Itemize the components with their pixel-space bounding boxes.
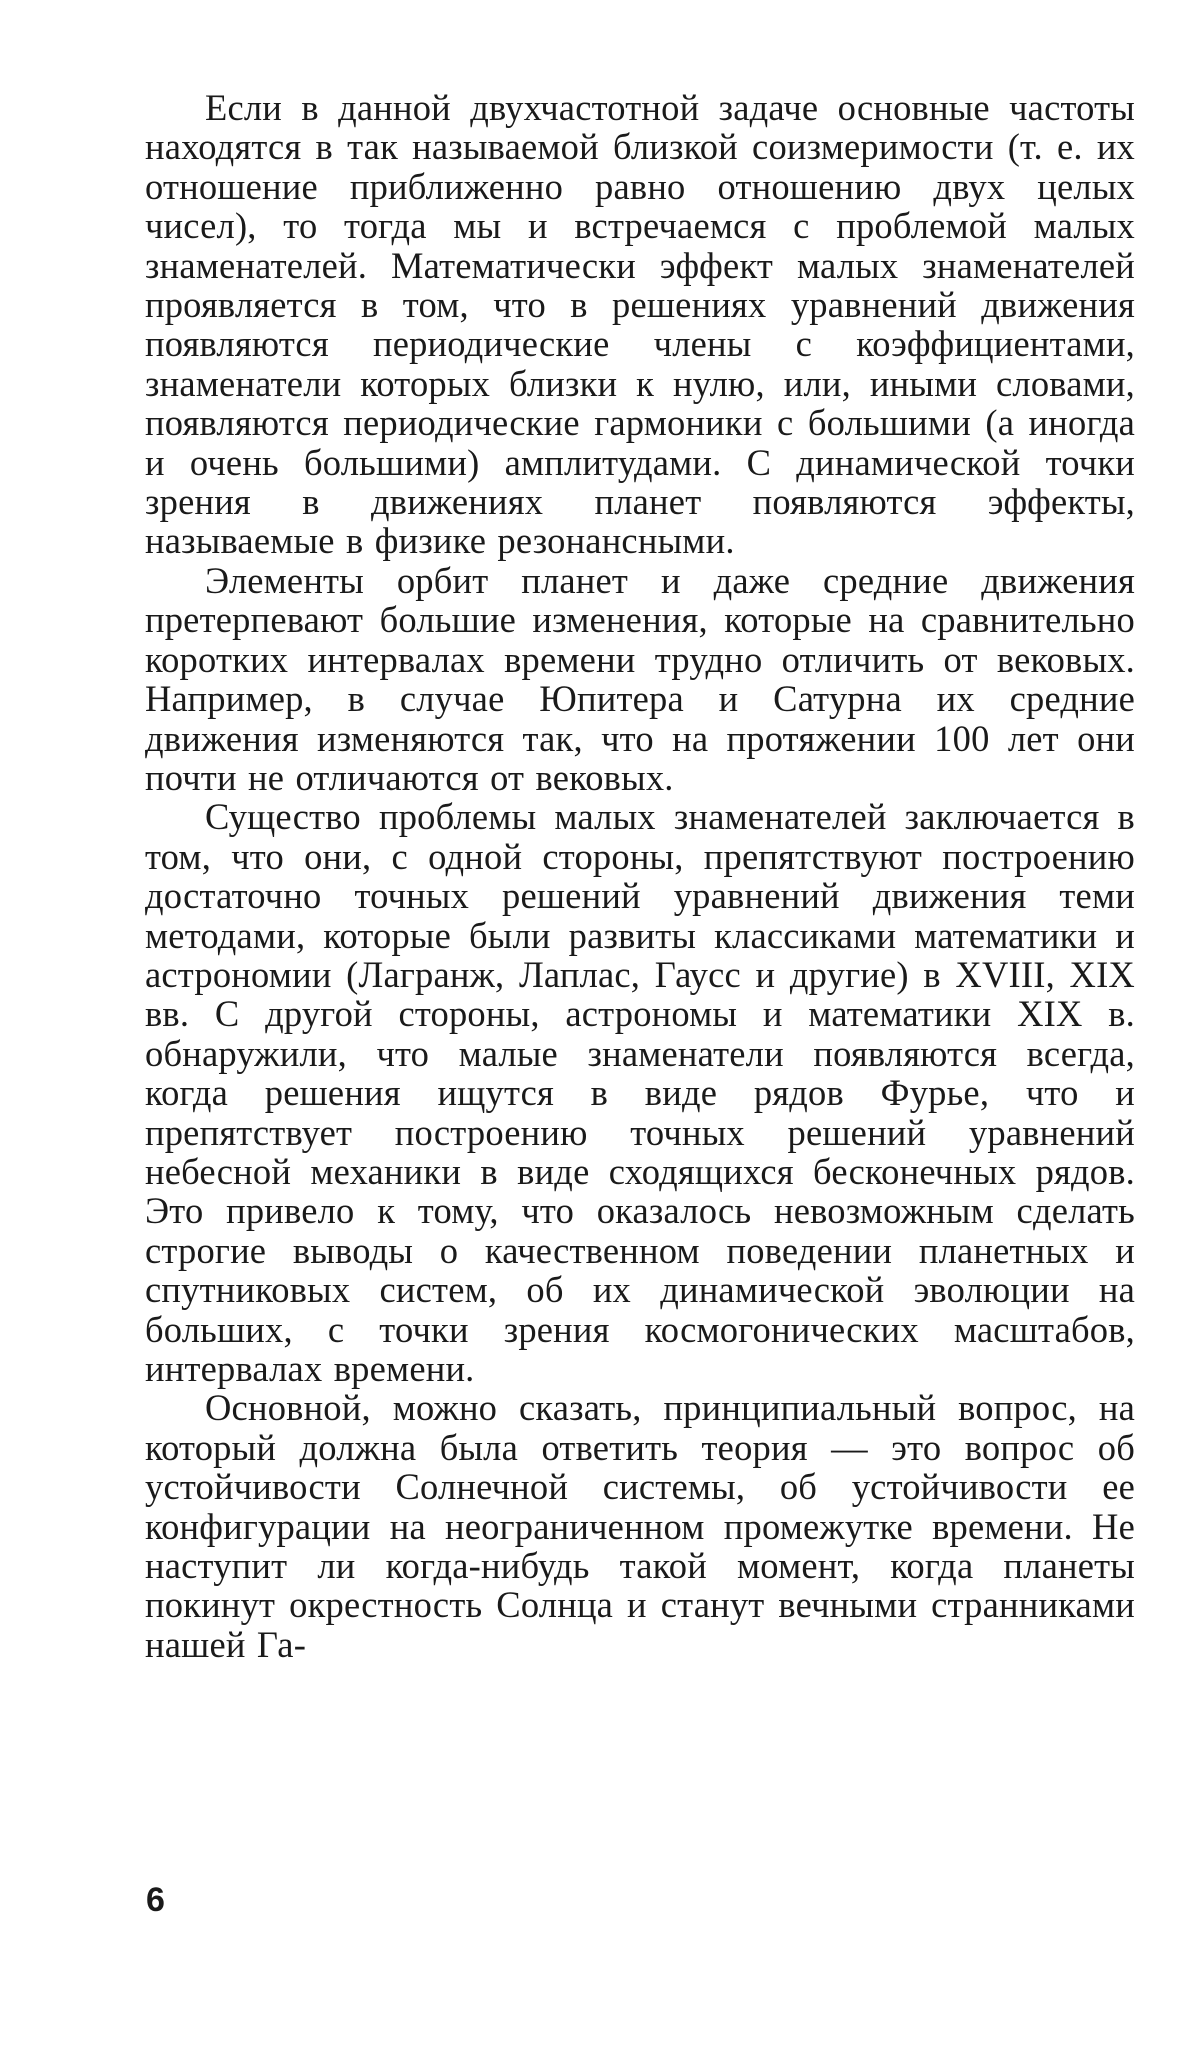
paragraph-4: Основной, можно сказать, принципиальный вопрос, на который должна была ответить теория — это вопрос об устойчивости Солнечной системы, об устойчивости ее конфигурации на неограниченном промежутке времени. Не наступит ли когда-нибудь такой момент, когда планеты покинут окрестность Солнца и станут вечными странниками нашей Га- — [145, 1387, 1135, 1665]
body-text — [145, 88, 1135, 1664]
paragraph-2: Элементы орбит планет и даже средние движения претерпевают большие изменения, которые на сравнительно коротких интервалах времени трудно отличить от вековых. Например, в случае Юпитера и Сатурна их средние движения изменяются так, что на протяжении 100 лет они почти не отличаются от вековых. — [145, 559, 1135, 798]
paragraph-3: Существо проблемы малых знаменателей заключается в том, что они, с одной стороны, препятствуют построению достаточно точных решений уравнений движения теми методами, которые были развиты классиками математики и астрономии (Лагранж, Лаплас, Гаусс и другие) в XVIII, XIX вв. С другой стороны, астрономы и математики XIX в. обнаружили, что малые знаменатели появляются всегда, когда решения ищутся в виде рядов Фурье, что и препятствует построению точных решений уравнений небесной механики в виде сходящихся бесконечных рядов. Это привело к тому, что оказалось невозможным сделать строгие выводы о качественном поведении планетных и спутниковых систем, об их динамической эволюции на больших, с точки зрения космогонических масштабов, интервалах времени. — [145, 796, 1135, 1389]
paragraph-1: Если в данной двухчастотной задаче основные частоты находятся в так называемой близкой соизмеримости (т. е. их отношение приближенно равно отношению двух целых чисел), то тогда мы и встречаемся с проблемой малых знаменателей. Математически эффект малых знаменателей проявляется в том, что в решениях уравнений движения появляются периодические члены с коэффициентами, знаменатели которых близки к нулю, или, иными словами, появляются периодические гармоники с большими (а иногда и очень большими) амплитудами. С динамической точки зрения в движениях планет появляются эффекты, называемые в физике резонансными. — [145, 87, 1135, 562]
page-number: 6 — [146, 1881, 165, 1919]
